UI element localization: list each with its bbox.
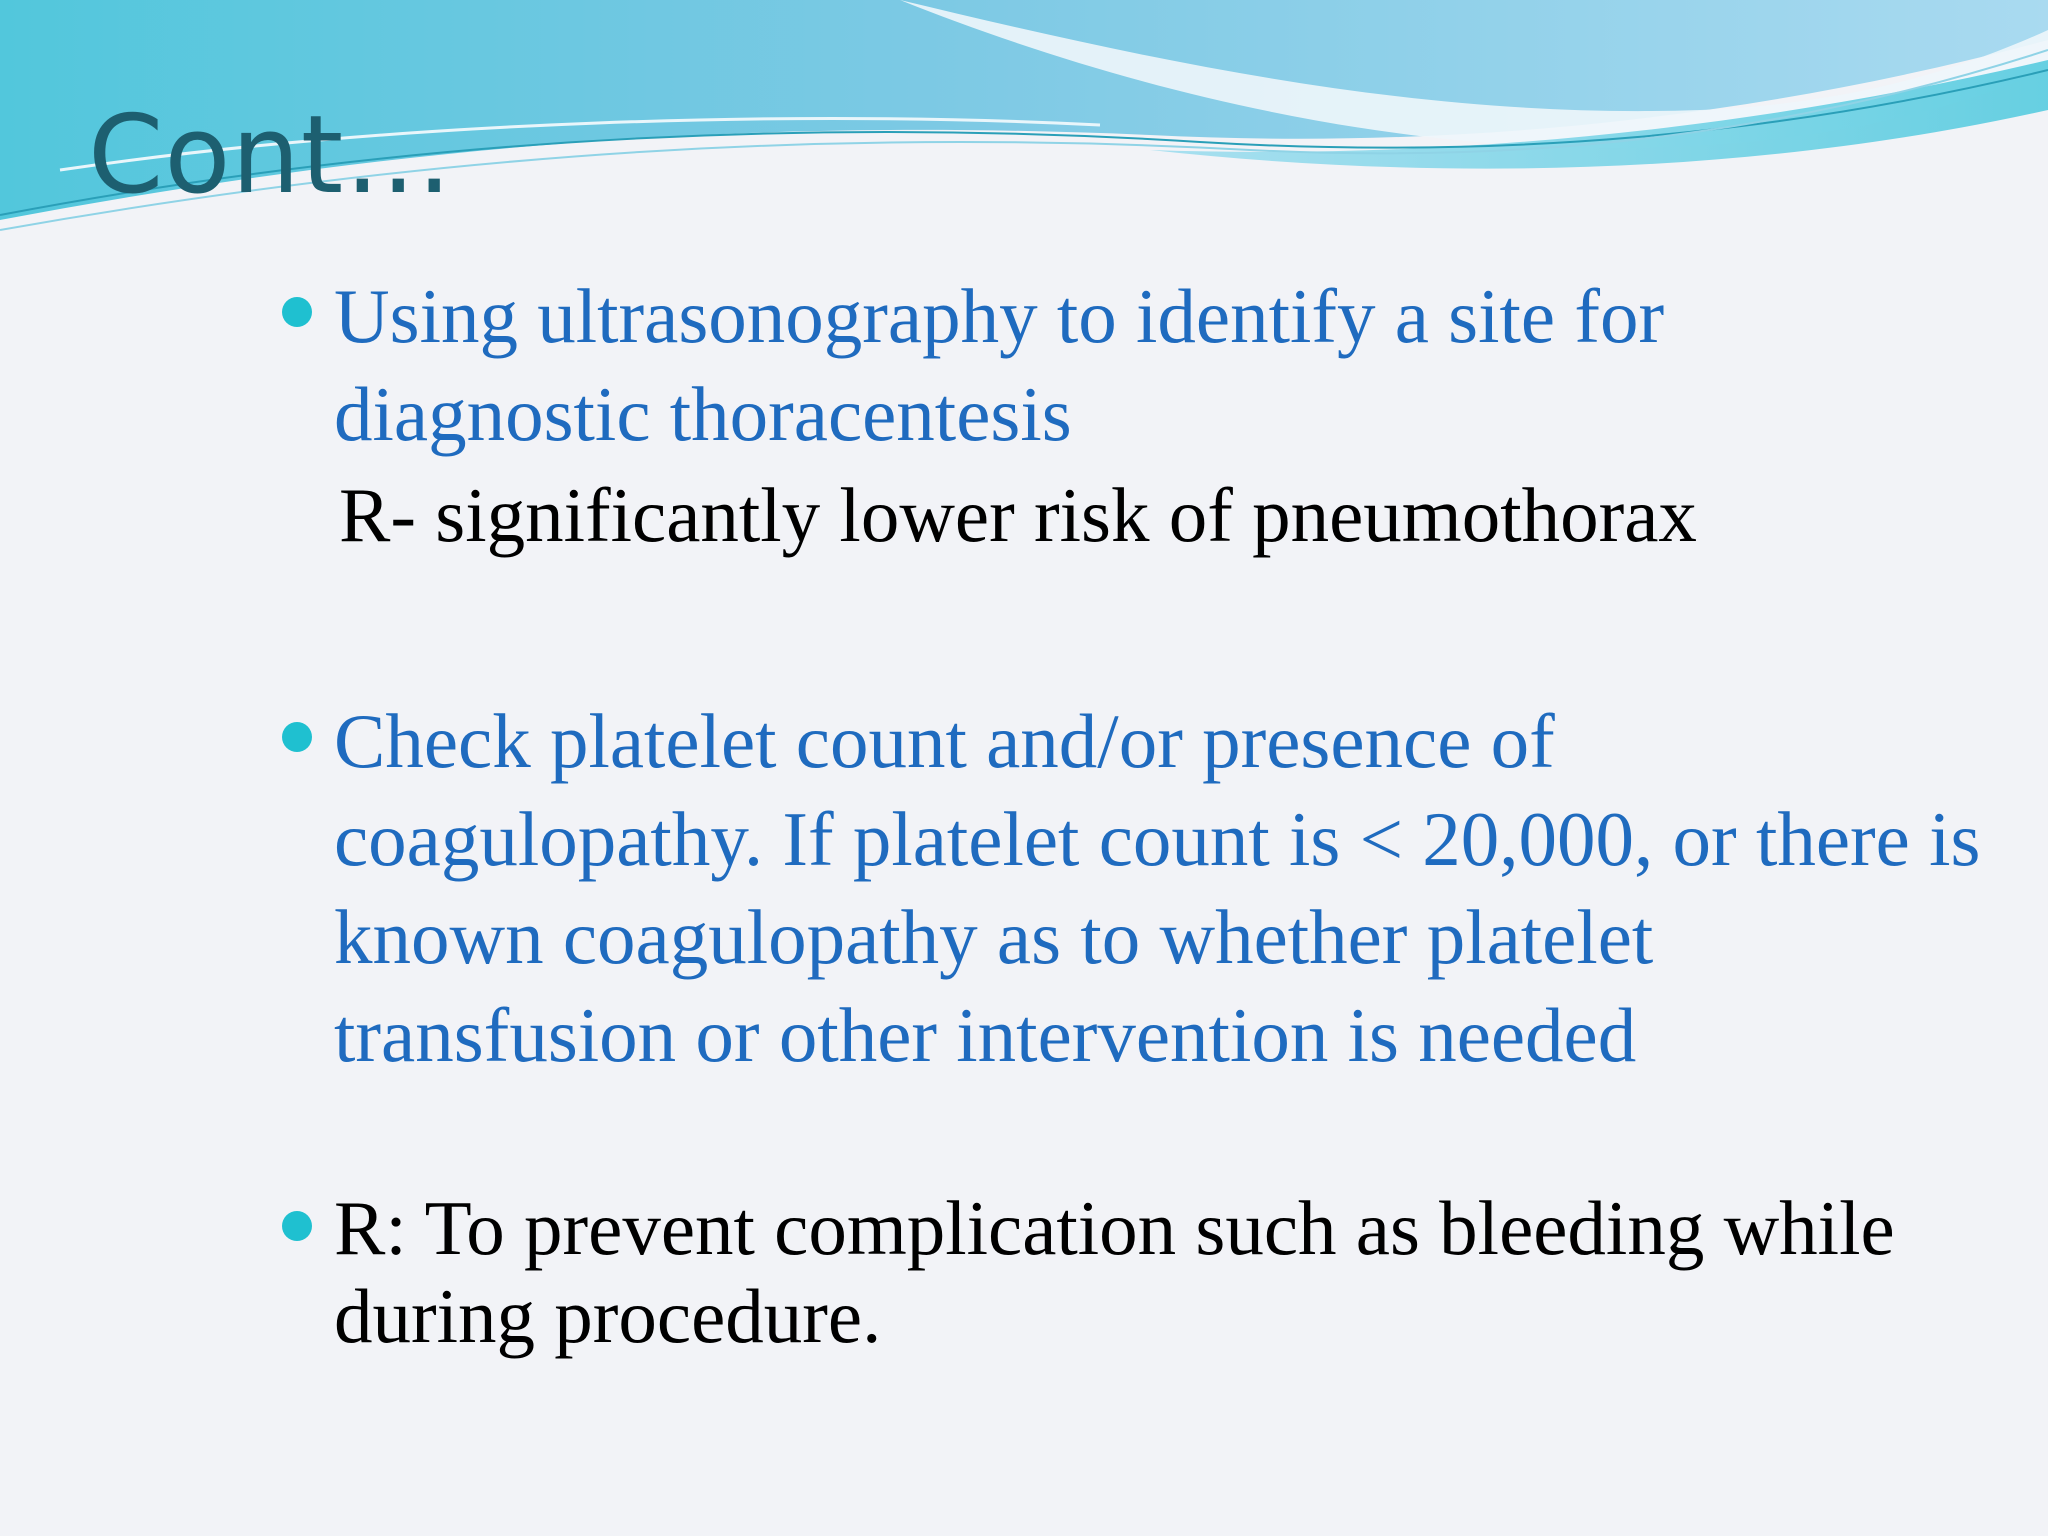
bullet-item-2 (282, 692, 1982, 1084)
bullet-text-1: Using ultrasonography to identify a site for diagnostic thoracentesis (334, 273, 1665, 457)
bullet-dot-icon (282, 297, 312, 327)
bullet-dot-icon (282, 1211, 312, 1241)
rationale-text-1: R- significantly lower risk of pneumothorax (339, 472, 1697, 558)
bullet-text-2: Check platelet count and/or presence of coagulopathy. If platelet count is < 20,000, or there is known coagulopathy as to whether platelet transfusion or other intervention is needed (334, 698, 1981, 1078)
bullet-dot-icon (282, 722, 312, 752)
bullet-item-1 (282, 267, 1982, 463)
slide-title: Cont… (88, 93, 454, 218)
bullet-text-3: R: To prevent complication such as bleeding while during procedure. (334, 1185, 1895, 1359)
bullet-item-3 (282, 1184, 1982, 1360)
